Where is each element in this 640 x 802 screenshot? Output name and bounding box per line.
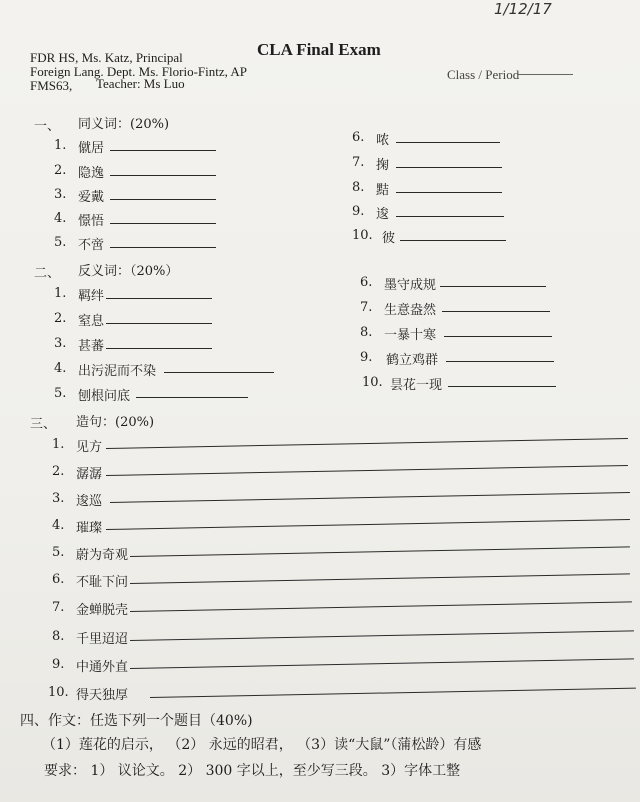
s2-word-8: 一暴十寒 xyxy=(384,328,437,343)
section1-title: 同义词：(20%) xyxy=(78,117,170,132)
s3-num-7: 7. xyxy=(52,600,65,615)
header-line-3: FMS63, xyxy=(30,78,73,93)
s3-num-2: 2. xyxy=(52,464,65,479)
s2-num-7: 7. xyxy=(360,300,373,315)
s1-num-10: 10. xyxy=(352,228,373,243)
s1-word-10: 彼 xyxy=(382,231,396,246)
s2-answer-line-10 xyxy=(448,386,556,387)
header-line-1: FDR HS, Ms. Katz, Principal xyxy=(30,50,183,65)
s2-num-2: 2. xyxy=(54,311,67,326)
s1-word-9: 逡 xyxy=(376,207,390,222)
s1-answer-line-8 xyxy=(396,192,502,193)
s2-answer-line-9 xyxy=(446,361,554,362)
s2-num-5: 5. xyxy=(54,386,67,401)
s3-answer-line-8 xyxy=(130,630,634,641)
s3-num-6: 6. xyxy=(52,572,65,587)
s3-word-6: 不耻下问 xyxy=(76,575,129,590)
s3-word-2: 潺潺 xyxy=(76,467,103,482)
s1-answer-line-2 xyxy=(110,175,216,176)
s2-answer-line-4 xyxy=(164,372,274,373)
s1-answer-line-6 xyxy=(396,142,500,143)
s3-word-4: 璀璨 xyxy=(76,521,103,536)
s2-word-9: 鹤立鸡群 xyxy=(386,353,439,368)
s3-num-9: 9. xyxy=(52,657,65,672)
s1-answer-line-9 xyxy=(396,216,504,217)
s2-word-1: 羁绊 xyxy=(78,289,105,304)
s2-word-7: 生意盎然 xyxy=(384,303,437,318)
s1-num-6: 6. xyxy=(352,130,365,145)
s1-answer-line-5 xyxy=(110,247,216,248)
header-line-2: Foreign Lang. Dept. Ms. Florio-Fintz, AP xyxy=(30,64,248,79)
s1-num-1: 1. xyxy=(54,138,67,153)
s3-word-10: 得天独厚 xyxy=(76,688,129,703)
s2-word-3: 甚蕃 xyxy=(78,339,105,354)
s3-word-9: 中通外直 xyxy=(76,660,129,675)
s2-answer-line-6 xyxy=(440,286,546,287)
s2-num-3: 3. xyxy=(54,336,67,351)
s3-num-10: 10. xyxy=(48,685,69,700)
s2-num-9: 9. xyxy=(360,350,373,365)
s1-num-7: 7. xyxy=(352,155,365,170)
section2-title: 反义词：（20%） xyxy=(78,264,179,279)
s1-answer-line-10 xyxy=(400,240,506,241)
s1-num-8: 8. xyxy=(352,180,365,195)
s1-answer-line-4 xyxy=(110,223,216,224)
s2-answer-line-7 xyxy=(442,311,550,312)
s3-answer-line-7 xyxy=(130,601,632,612)
class-period-line xyxy=(517,74,573,75)
handwritten-date: 1/12/17 xyxy=(494,0,552,18)
s3-word-3: 逡巡 xyxy=(76,494,103,509)
s1-word-3: 爱戴 xyxy=(78,190,105,205)
s2-word-6: 墨守成规 xyxy=(384,278,437,293)
s3-answer-line-5 xyxy=(130,546,630,557)
s2-num-4: 4. xyxy=(54,361,67,376)
s3-answer-line-9 xyxy=(130,658,634,669)
s1-word-6: 哝 xyxy=(376,133,390,148)
s3-answer-line-10 xyxy=(150,688,636,698)
exam-title: CLA Final Exam xyxy=(257,40,381,59)
s2-num-8: 8. xyxy=(360,325,373,340)
s3-num-1: 1. xyxy=(52,437,65,452)
s1-word-4: 憬悟 xyxy=(78,214,105,229)
s1-word-1: 僦居 xyxy=(78,141,105,156)
essay-topic-options: （1）莲花的启示， （2） 永远的昭君， （3）读“大鼠”（蒲松龄）有感 xyxy=(42,737,482,753)
s2-answer-line-1 xyxy=(106,298,212,299)
s2-word-10: 昙花一现 xyxy=(390,378,443,393)
s3-num-3: 3. xyxy=(52,491,65,506)
section2-label: 二、 xyxy=(34,266,61,281)
s2-num-1: 1. xyxy=(54,286,67,301)
s1-num-3: 3. xyxy=(54,187,67,202)
s3-word-7: 金蝉脱壳 xyxy=(76,603,129,618)
s2-word-4: 出污泥而不染 xyxy=(78,364,157,379)
s3-num-8: 8. xyxy=(52,629,65,644)
s3-answer-line-6 xyxy=(130,573,630,584)
section3-title: 造句：(20%) xyxy=(76,415,155,430)
s1-word-2: 隐逸 xyxy=(78,166,105,181)
s1-word-7: 掬 xyxy=(376,158,390,173)
s3-num-4: 4. xyxy=(52,518,65,533)
s3-answer-line-4 xyxy=(106,519,630,530)
essay-requirements: 要求： 1） 议论文。 2） 300 字以上，至少写三段。 3）字体工整 xyxy=(44,763,461,779)
s1-num-5: 5. xyxy=(54,235,67,250)
s2-num-6: 6. xyxy=(360,275,373,290)
section1-label: 一、 xyxy=(34,119,61,134)
s2-num-10: 10. xyxy=(362,375,383,390)
s3-word-8: 千里迢迢 xyxy=(76,632,129,647)
s1-answer-line-1 xyxy=(110,150,216,151)
section4-title: 四、作文：任选下列一个题目（40%) xyxy=(20,713,253,729)
class-period-label: Class / Period xyxy=(447,67,520,82)
s3-word-5: 蔚为奇观 xyxy=(76,548,129,563)
section3-label: 三、 xyxy=(30,417,57,432)
s3-answer-line-1 xyxy=(106,438,628,449)
s1-answer-line-3 xyxy=(110,199,216,200)
s2-answer-line-2 xyxy=(106,323,212,324)
s1-word-5: 不啻 xyxy=(78,238,105,253)
s2-answer-line-8 xyxy=(444,336,552,337)
s2-word-5: 刨根问底 xyxy=(78,389,131,404)
s2-answer-line-5 xyxy=(136,397,248,398)
s1-num-2: 2. xyxy=(54,163,67,178)
s3-word-1: 见方 xyxy=(76,440,103,455)
s1-num-4: 4. xyxy=(54,211,67,226)
s3-answer-line-3 xyxy=(110,492,630,503)
s2-answer-line-3 xyxy=(106,348,212,349)
s2-word-2: 窒息 xyxy=(78,314,105,329)
s1-answer-line-7 xyxy=(396,167,502,168)
s1-num-9: 9. xyxy=(352,204,365,219)
teacher-name: Teacher: Ms Luo xyxy=(96,76,185,91)
s3-answer-line-2 xyxy=(106,465,628,476)
s3-num-5: 5. xyxy=(52,545,65,560)
s1-word-8: 黠 xyxy=(376,183,390,198)
